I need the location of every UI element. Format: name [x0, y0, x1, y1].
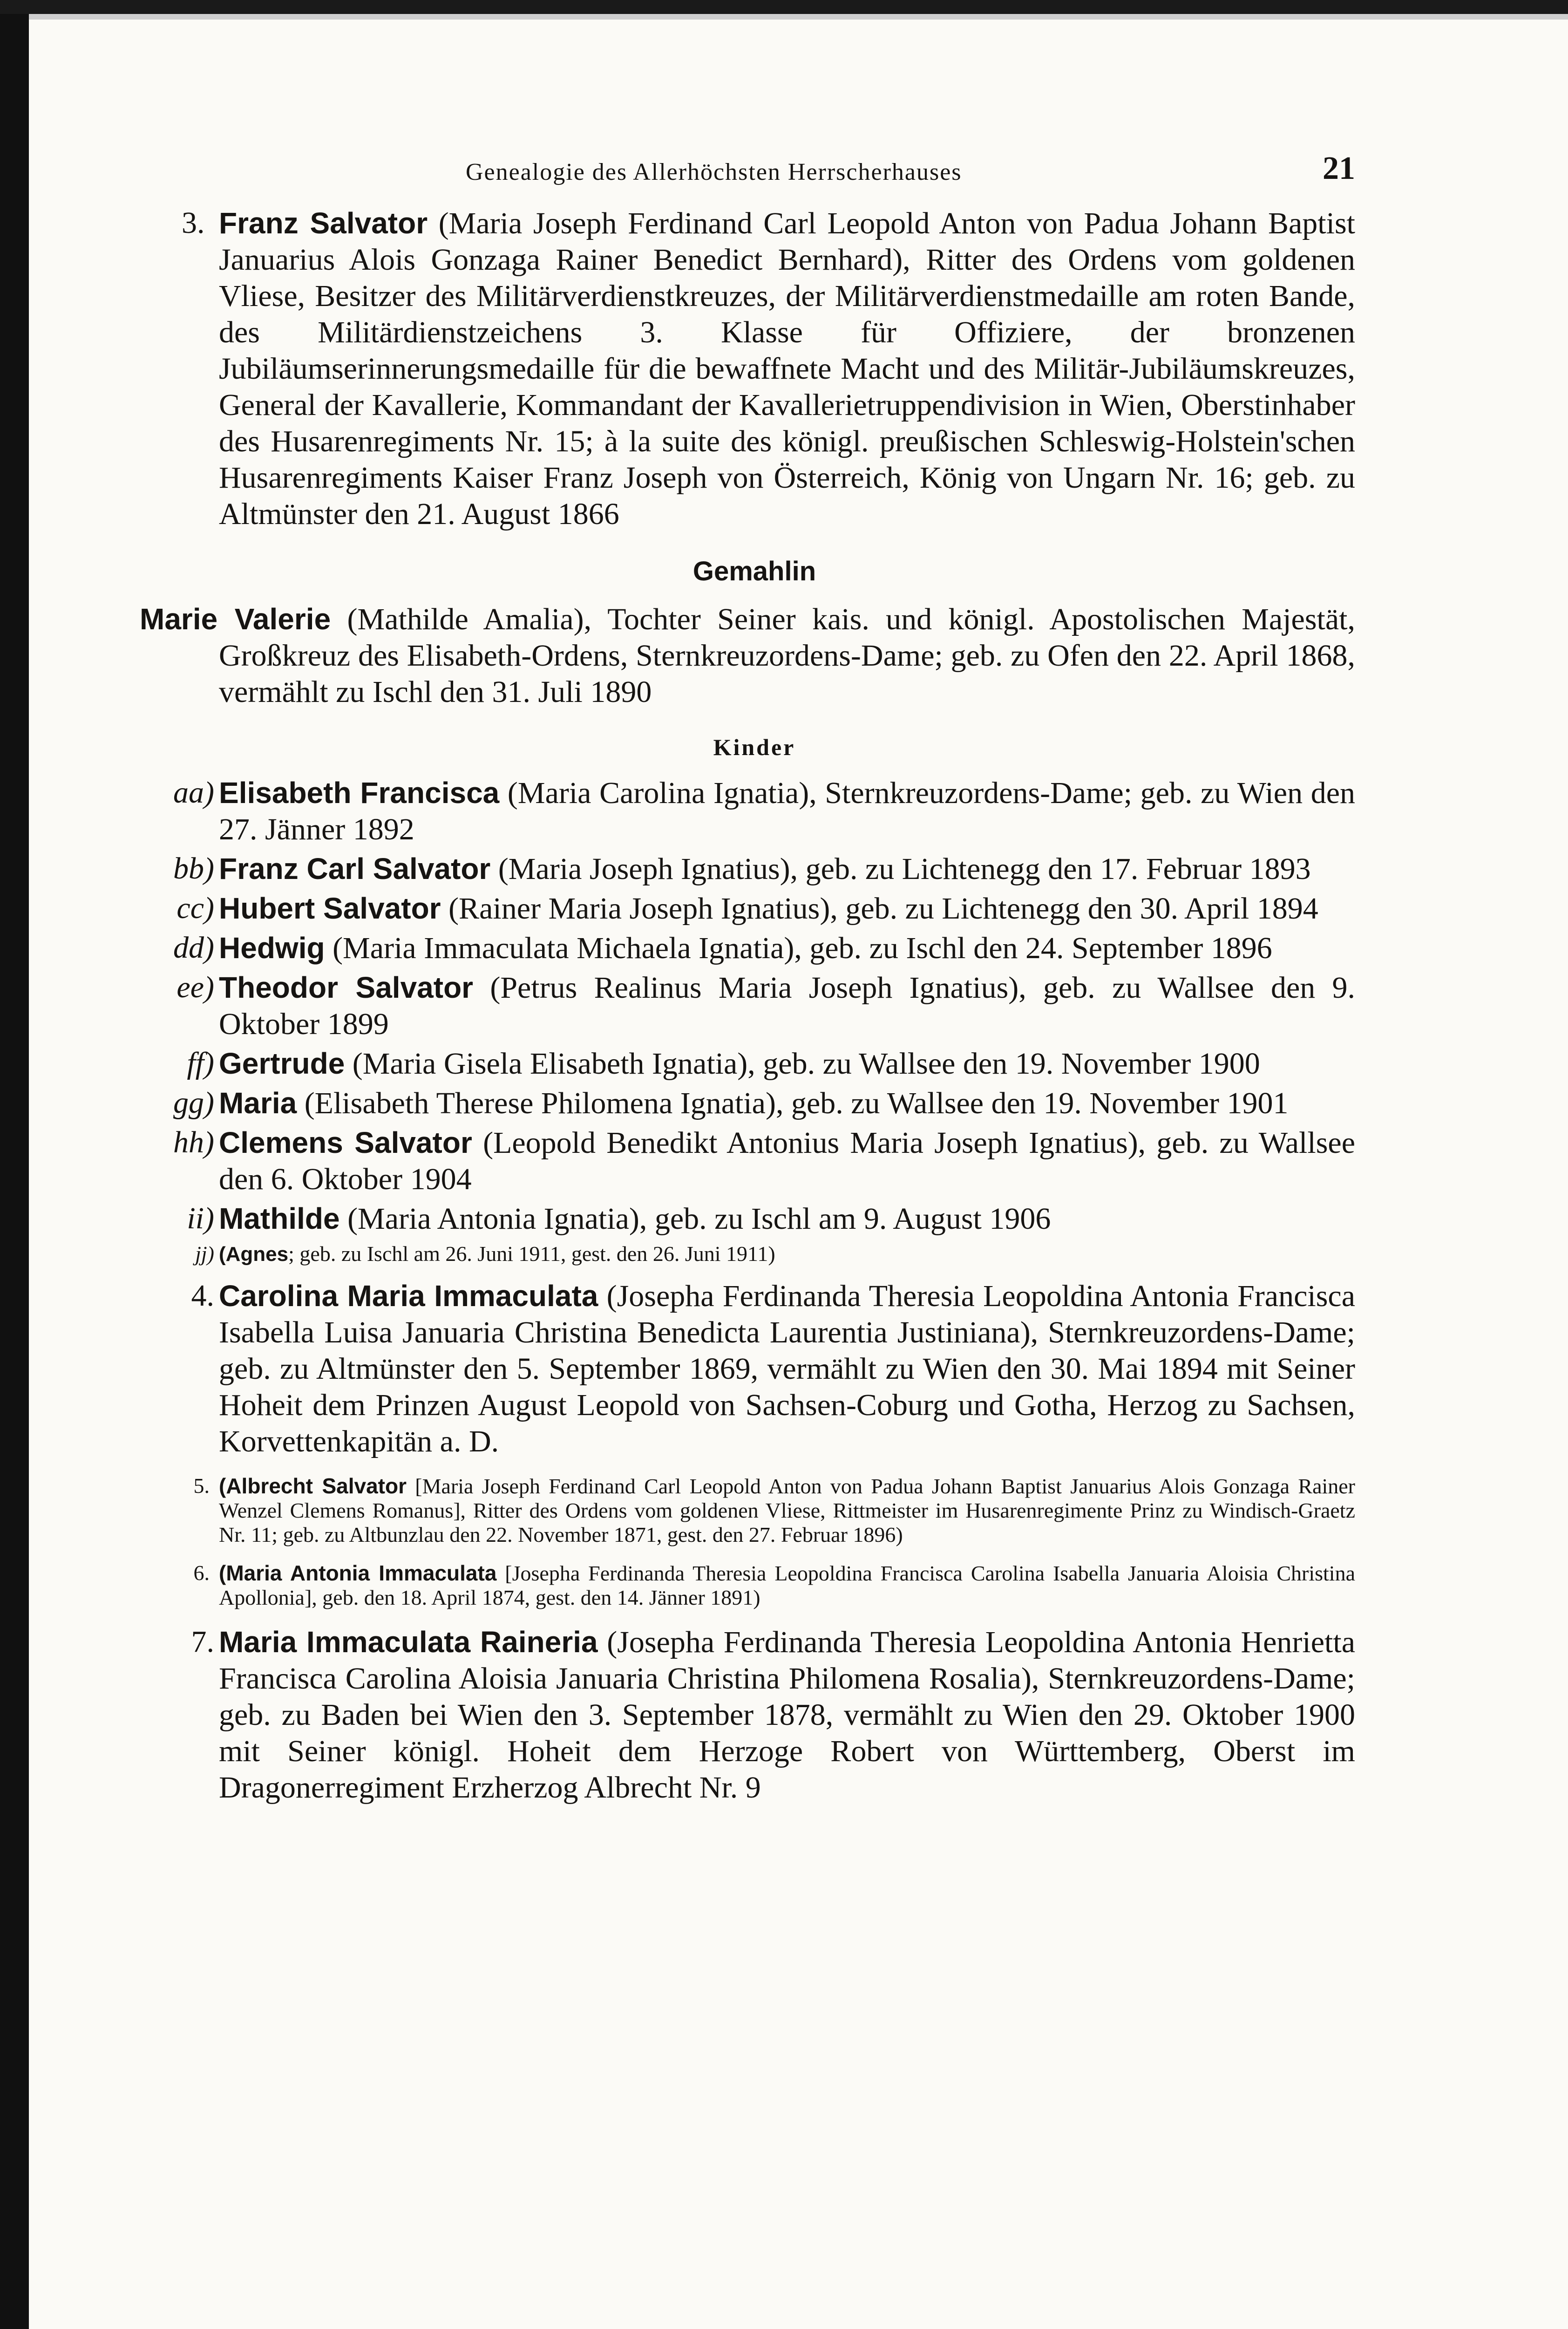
page-number: 21 — [1323, 150, 1355, 186]
child-entry — [187, 1200, 1355, 1237]
child-label: ff) — [187, 1046, 214, 1080]
child-entry — [173, 930, 1355, 967]
child-label: dd) — [173, 931, 214, 965]
entry-number: 6. — [193, 1561, 210, 1585]
running-title: Genealogie des Allerhöchsten Herrscherhauses — [466, 159, 962, 185]
running-header — [154, 140, 1355, 205]
child-name: Theodor Salvator — [219, 971, 474, 1004]
entry-number: 7. — [191, 1625, 214, 1659]
entry-name: Carolina Maria Immaculata — [219, 1279, 598, 1313]
child-text: (Maria Immaculata Michaela Ignatia), geb. zu Ischl den 24. September 1896 — [325, 931, 1272, 965]
child-entry — [176, 969, 1356, 1042]
child-name: Hedwig — [219, 931, 325, 965]
entry-name: (Maria Antonia Immaculata — [219, 1561, 497, 1585]
genealogy-entry-3 — [154, 205, 1355, 532]
child-text: (Rainer Maria Joseph Ignatius), geb. zu Lichtenegg den 30. April 1894 — [441, 892, 1318, 926]
entry-number: 5. — [193, 1474, 210, 1498]
entry-name: Franz Salvator — [219, 206, 428, 240]
child-entry — [173, 1085, 1355, 1122]
child-name: Maria — [219, 1086, 297, 1120]
child-text: ; geb. zu Ischl am 26. Juni 1911, gest. den 26. Juni 1911) — [288, 1242, 775, 1266]
child-name: Mathilde — [219, 1202, 340, 1235]
child-entry — [176, 890, 1355, 927]
entry-text: (Maria Joseph Ferdinand Carl Leopold Anton von Padua Johann Baptist Januarius Alois Gonzaga Rainer Benedict Bernhard), Ritter des Ordens vom goldenen Vliese, Besitzer des Militärverdienstkreuzes, der Militärverdienstmedaille am roten Bande, des Militärdienstzeichens 3. Klasse für Offiziere, der bronzenen Jubiläumserinnerungsmedaille für die bewaffnete Macht und des Militär-Jubiläumskreuzes, General der Kavallerie, Kommandant der Kavallerietruppendivision in Wien, Oberstinhaber des Husarenregiments Nr. 15; à la suite des königl. preußischen Schleswig-Holstein'schen Husarenregiments Kaiser Franz Joseph von Österreich, König von Ungarn Nr. 16; geb. zu Altmünster den 21. August 1866 — [219, 206, 1356, 531]
entry-name: (Albrecht Salvator — [219, 1474, 407, 1498]
child-text: (Maria Antonia Ignatia), geb. zu Ischl am 9. August 1906 — [339, 1202, 1051, 1236]
genealogy-entry-4 — [191, 1278, 1355, 1460]
child-label: ii) — [187, 1201, 214, 1235]
genealogy-entry-6 — [193, 1561, 1355, 1610]
entry-text: (Josepha Ferdinanda Theresia Leopoldina Antonia Henrietta Francisca Carolina Aloisia Januaria Christina Philomena Rosalia), Sternkreuzordens-Dame; geb. zu Baden bei Wien den 3. September 1878, vermählt zu Wien den 29. Oktober 1900 mit Seiner königl. Hoheit dem Herzoge Robert von Württemberg, Oberst im Dragonerregiment Erzherzog Albrecht Nr. 9 — [219, 1625, 1356, 1805]
child-text: (Petrus Realinus Maria Joseph Ignatius), geb. zu Wallsee den 9. Oktober 1899 — [219, 971, 1356, 1041]
child-text: (Maria Carolina Ignatia), Sternkreuzordens-Dame; geb. zu Wien den 27. Jänner 1892 — [219, 776, 1356, 846]
child-text: (Maria Gisela Elisabeth Ignatia), geb. zu Wallsee den 19. November 1900 — [345, 1047, 1260, 1081]
child-name: Franz Carl Salvator — [219, 852, 491, 885]
child-entry — [173, 1124, 1356, 1198]
page — [140, 140, 1356, 1806]
scan-border-top-shade — [29, 14, 1568, 20]
child-text: (Elisabeth Therese Philomena Ignatia), geb. zu Wallsee den 19. November 1901 — [297, 1086, 1289, 1120]
genealogy-entry-7 — [191, 1624, 1356, 1806]
child-name: Elisabeth Francisca — [219, 776, 500, 810]
child-entry — [187, 1045, 1355, 1082]
child-label: bb) — [173, 851, 214, 885]
child-name: Clemens Salvator — [219, 1126, 472, 1159]
child-label: aa) — [173, 776, 214, 810]
entry-text: [Maria Joseph Ferdinand Carl Leopold Anton von Padua Johann Baptist Januarius Alois Gonzaga Rainer Wenzel Clemens Romanus], Ritter des Ordens vom goldenen Vliese, Rittmeister im Husarenregimente Prinz zu Windisch-Graetz Nr. 11; geb. zu Altbunzlau den 22. November 1871, gest. den 27. Februar 1896) — [219, 1474, 1355, 1546]
child-entry — [173, 851, 1355, 887]
scan-border-left — [0, 0, 29, 2329]
child-text: (Maria Joseph Ignatius), geb. zu Lichtenegg den 17. Februar 1893 — [490, 852, 1311, 886]
child-name: Gertrude — [219, 1047, 345, 1080]
entry-number: 4. — [191, 1279, 214, 1313]
section-heading-spouse: Gemahlin — [692, 556, 816, 586]
spouse-entry — [140, 601, 1356, 710]
child-label: gg) — [173, 1086, 214, 1120]
child-label: ee) — [176, 970, 214, 1004]
genealogy-entry-5 — [193, 1474, 1355, 1547]
child-text: (Leopold Benedikt Antonius Maria Joseph Ignatius), geb. zu Wallsee den 6. Oktober 1904 — [219, 1126, 1356, 1196]
entry-text: (Josepha Ferdinanda Theresia Leopoldina Antonia Francisca Isabella Luisa Januaria Christina Benedicta Laurentia Justiniana), Sternkreuzordens-Dame; geb. zu Altmünster den 5. September 1869, vermählt zu Wien den 30. Mai 1894 mit Seiner Hoheit dem Prinzen August Leopold von Sachsen-Coburg und Gotha, Herzog zu Sachsen, Korvettenkapitän a. D. — [219, 1279, 1355, 1458]
child-name: Hubert Salvator — [219, 892, 441, 925]
child-entry — [173, 775, 1356, 848]
entry-number: 3. — [182, 206, 205, 240]
spouse-text: (Mathilde Amalia), Tochter Seiner kais. und königl. Apostolischen Majestät, Großkreuz des Elisabeth-Ordens, Sternkreuzordens-Dame; geb. zu Ofen den 22. April 1868, vermählt zu Ischl den 31. Juli 1890 — [219, 602, 1356, 709]
child-name: (Agnes — [219, 1243, 289, 1266]
entry-name: Maria Immaculata Raineria — [219, 1625, 598, 1659]
scan-border-top — [0, 0, 1568, 14]
child-label: hh) — [173, 1125, 214, 1159]
section-heading-children: Kinder — [713, 734, 796, 760]
entry-text: [Josepha Ferdinanda Theresia Leopoldina Francisca Carolina Isabella Januaria Aloisia Christina Apollonia], geb. den 18. April 1874, gest. den 14. Jänner 1891) — [219, 1561, 1355, 1609]
child-label: cc) — [176, 891, 214, 925]
spouse-name: Marie Valerie — [140, 602, 331, 636]
child-label: jj) — [195, 1242, 214, 1266]
child-entry-deceased — [195, 1240, 1355, 1268]
